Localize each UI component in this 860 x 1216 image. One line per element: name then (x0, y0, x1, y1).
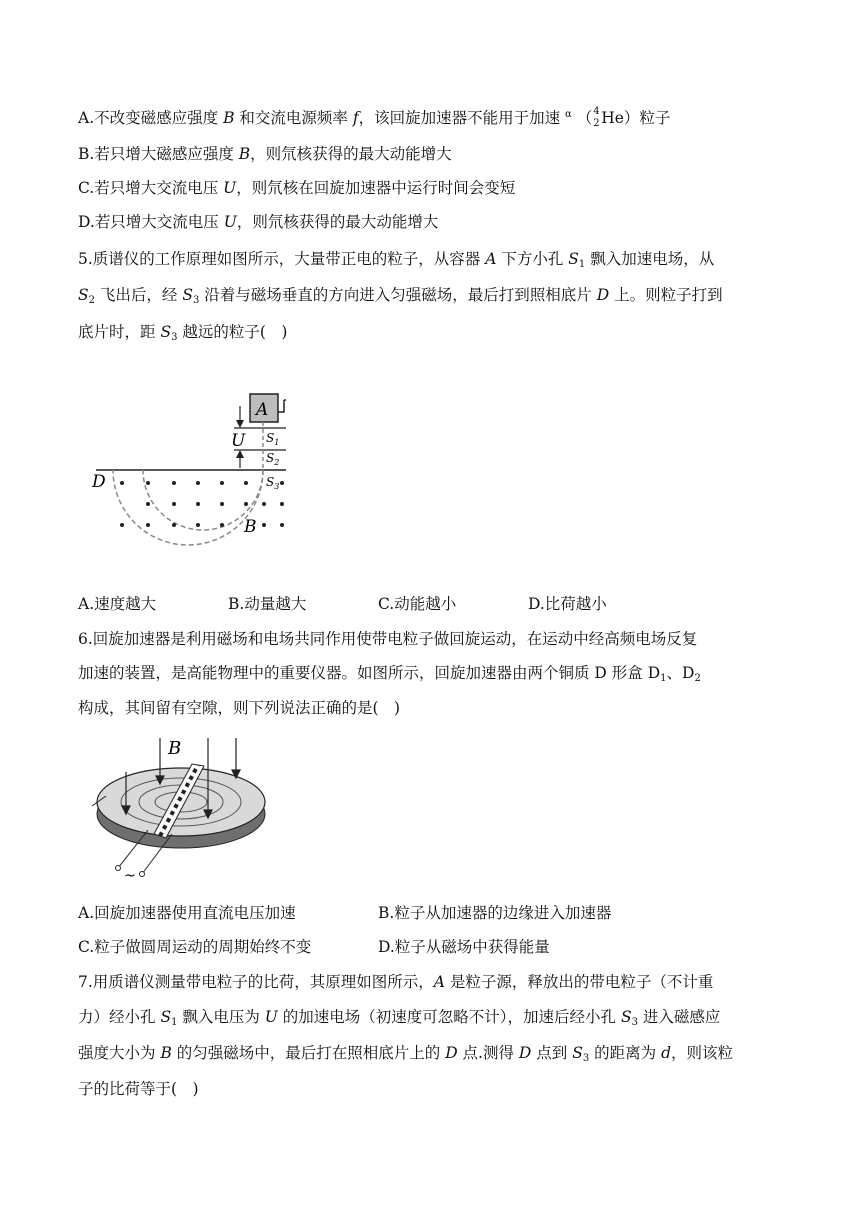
q5-stem-line2: $S_2$ 飞出后，经 $S_3$ 沿着与磁场垂直的方向进入匀强磁场，最后打到照相底片 D 上。则粒子打到 (78, 286, 723, 306)
q4-option-d: D.若只增大交流电压 U，则氘核获得的最大动能增大 (78, 213, 439, 231)
q4-option-b: B.若只增大磁感应强度 B，则氘核获得的最大动能增大 (78, 145, 452, 163)
q6-option-a: A.回旋加速器使用直流电压加速 (78, 904, 296, 922)
q5-option-c: C.动能越小 (378, 595, 457, 613)
q4-option-c: C.若只增大交流电压 U，则氘核在回旋加速器中运行时间会变短 (78, 179, 516, 197)
mass-spectrometer-figure (86, 388, 316, 568)
svg-text:S2: $S_2$ (266, 451, 280, 467)
q6-stem-line2: 加速的装置，是高能物理中的重要仪器。如图所示，回旋加速器由两个铜质 D 形盒 $D_1$、$D_2$ (78, 664, 701, 684)
q5-option-a: A.速度越大 (78, 595, 157, 613)
q4-option-a: A.不改变磁感应强度 B 和交流电源频率 f，该回旋加速器不能用于加速 $^\alpha$ （ 4 2 He）粒子 (78, 106, 671, 130)
q5-stem-line3: 底片时，距 $S_3$ 越远的粒子( ) (78, 323, 288, 343)
fig-label-u: U (231, 431, 246, 451)
svg-text:S3: $S_3$ (266, 475, 280, 491)
fig-label-b: B (168, 738, 182, 759)
q7-stem-line2: 力）经小孔 $S_1$ 飘入电压为 U 的加速电场（初速度可忽略不计），加速后经小孔 $S_3$ 进入磁感应 (78, 1008, 721, 1028)
fig-label-a: A (256, 400, 269, 420)
q5-option-d: D.比荷越小 (528, 595, 607, 613)
q6-option-b: B.粒子从加速器的边缘进入加速器 (378, 904, 612, 922)
fig-label-d: D (92, 472, 106, 492)
svg-text:S1: $S_1$ (266, 431, 280, 447)
cyclotron-figure (86, 734, 286, 884)
q7-stem-line1: 7.用质谱仪测量带电粒子的比荷，其原理如图所示，A 是粒子源，释放出的带电粒子（不计重 (78, 973, 714, 991)
ac-source-symbol: ~ (124, 868, 136, 884)
q6-stem-line1: 6.回旋加速器是利用磁场和电场共同作用使带电粒子做回旋运动，在运动中经高频电场反复 (78, 630, 698, 648)
fig-label-b: B (244, 517, 257, 537)
q6-option-d: D.粒子从磁场中获得能量 (378, 938, 550, 956)
q7-stem-line3: 强度大小为 B 的匀强磁场中，最后打在照相底片上的 D 点.测得 D 点到 $S_3$ 的距离为 d，则该粒 (78, 1044, 734, 1064)
q5-stem-line1: 5.质谱仪的工作原理如图所示，大量带正电的粒子，从容器 A 下方小孔 $S_1$ 飘入加速电场，从 (78, 250, 715, 270)
q7-stem-line4: 子的比荷等于( ) (78, 1080, 199, 1098)
q6-stem-line3: 构成，其间留有空隙，则下列说法正确的是( ) (78, 699, 401, 717)
q6-option-c: C.粒子做圆周运动的周期始终不变 (78, 938, 312, 956)
q5-option-b: B.动量越大 (228, 595, 307, 613)
